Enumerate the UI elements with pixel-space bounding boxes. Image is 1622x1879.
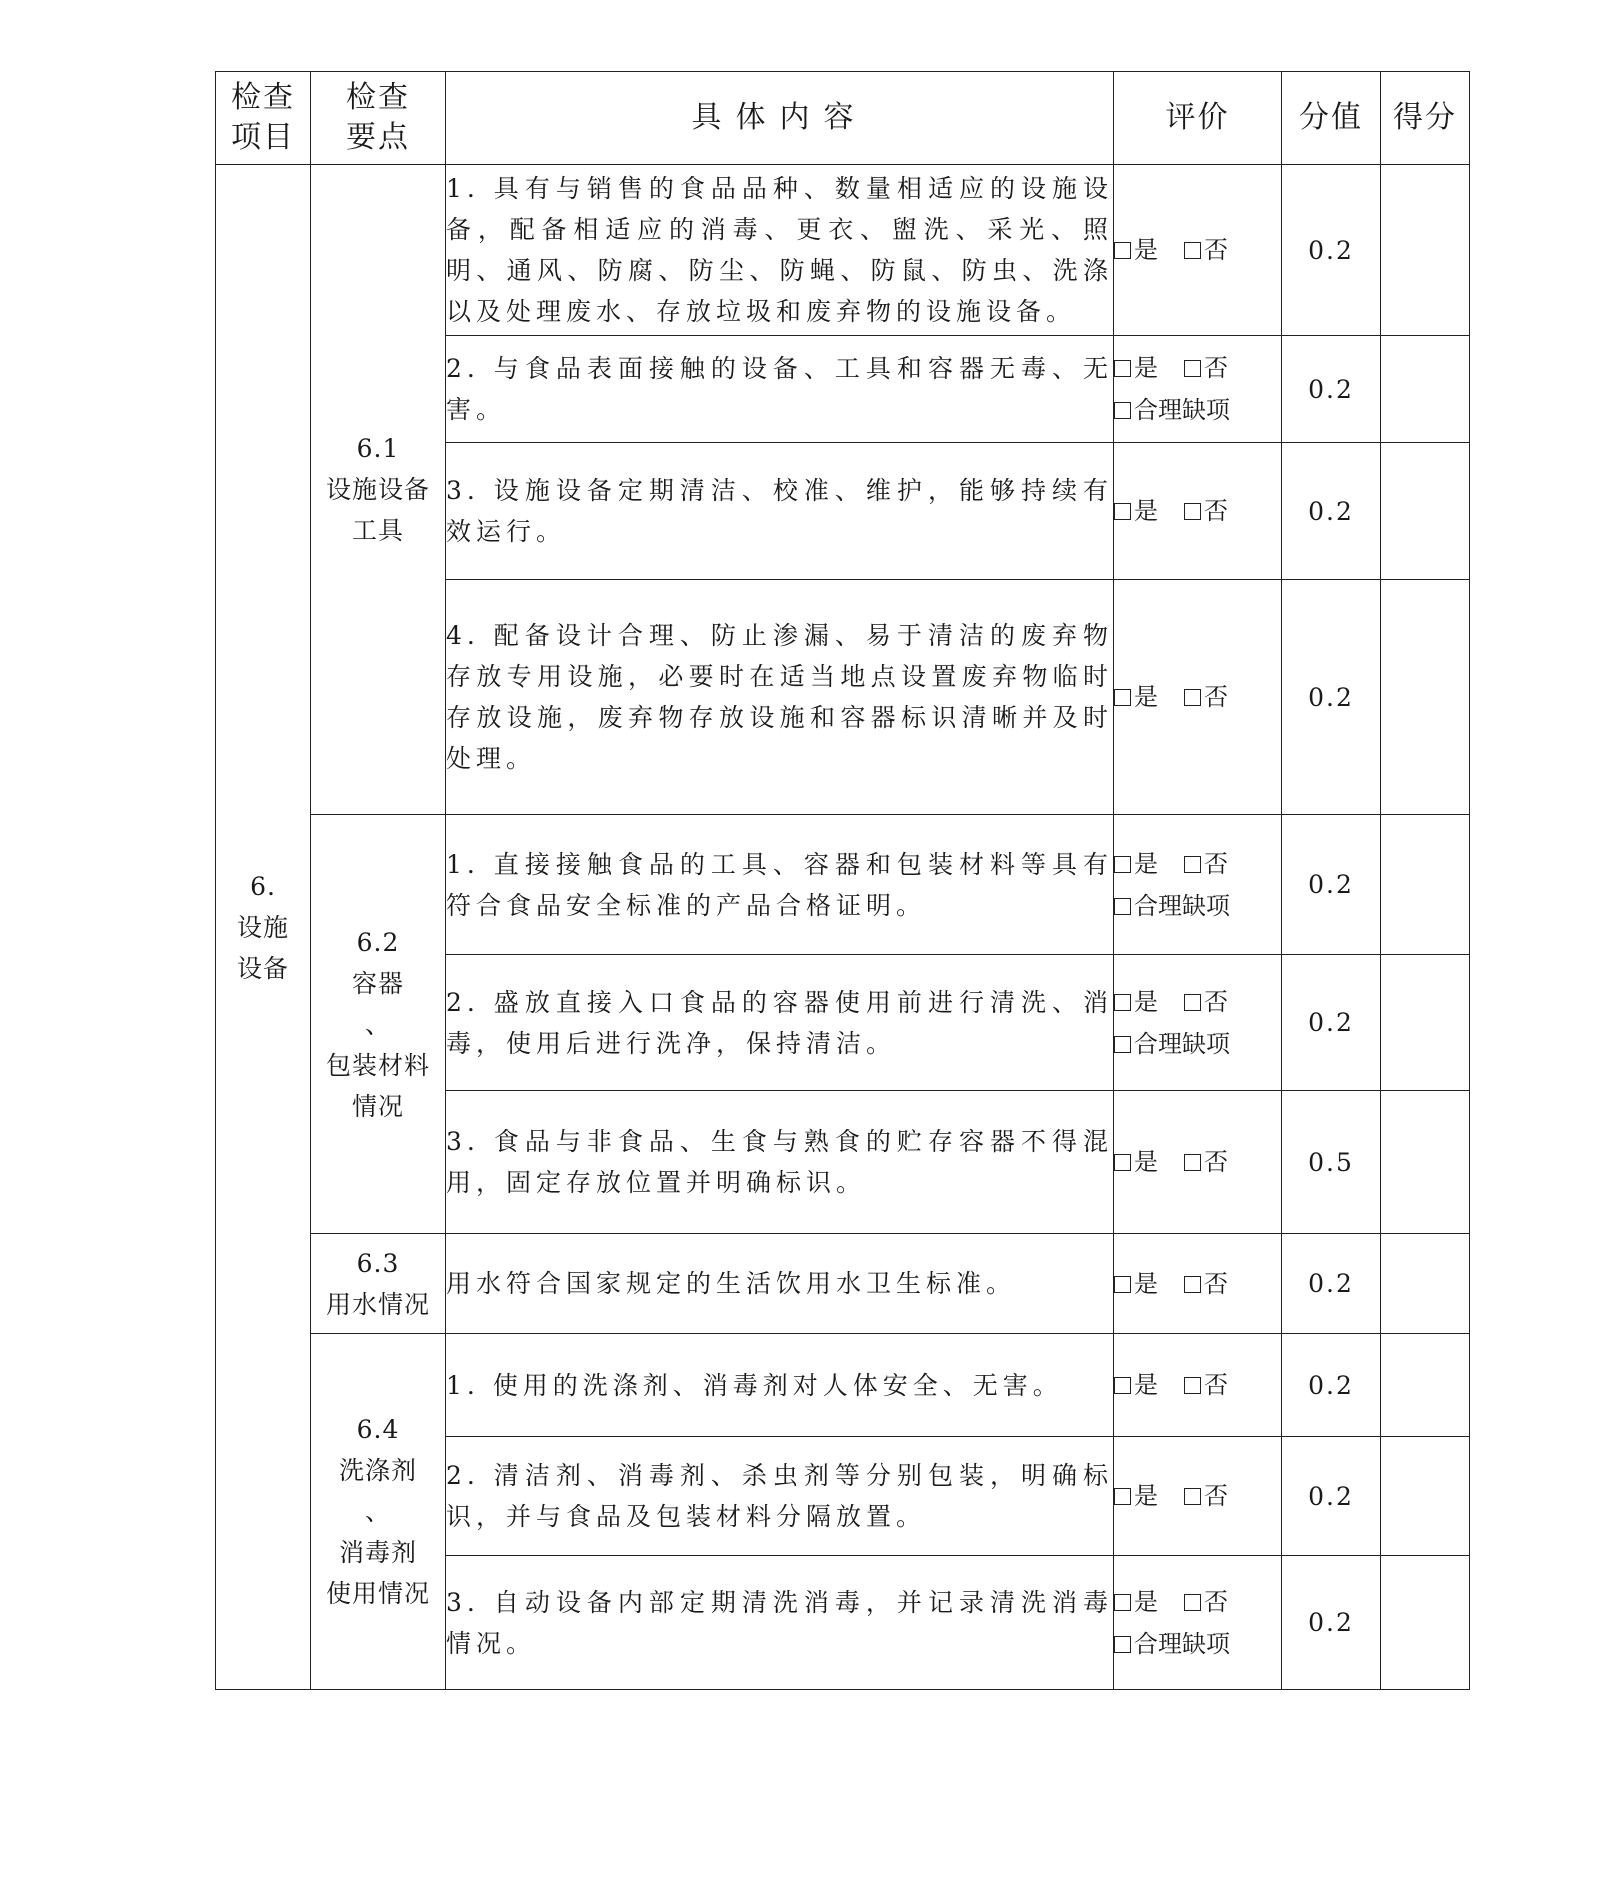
header-score: 分值 [1282, 72, 1381, 165]
obtained-score-cell[interactable] [1381, 1091, 1470, 1234]
checkbox-icon[interactable] [1184, 1377, 1201, 1394]
score-value: 0.2 [1282, 336, 1381, 443]
obtained-score-cell[interactable] [1381, 1234, 1470, 1334]
evaluation-cell [1114, 1437, 1282, 1556]
content-text: 3. 食品与非食品、生食与熟食的贮存容器不得混用，固定存放位置并明确标识。 [446, 1091, 1114, 1234]
checkbox-icon[interactable] [1184, 360, 1201, 377]
checkbox-icon[interactable] [1114, 1036, 1131, 1053]
checkbox-icon[interactable] [1114, 898, 1131, 915]
checkbox-icon[interactable] [1114, 402, 1131, 419]
score-value: 0.2 [1282, 1437, 1381, 1556]
checkbox-icon[interactable] [1114, 689, 1131, 706]
evaluation-cell [1114, 1556, 1282, 1690]
evaluation-cell [1114, 336, 1282, 443]
score-value: 0.2 [1282, 580, 1381, 815]
group-label-6-1: 6.1 设施设备 工具 [311, 165, 446, 815]
checkbox-icon[interactable] [1114, 1488, 1131, 1505]
content-text: 3. 自动设备内部定期清洗消毒，并记录清洗消毒情况。 [446, 1556, 1114, 1690]
header-row [216, 72, 1470, 165]
group-label-6-3: 6.3 用水情况 [311, 1234, 446, 1334]
option-yes[interactable]: 是 [1114, 981, 1158, 1023]
score-value: 0.2 [1282, 1556, 1381, 1690]
table-row [216, 1334, 1470, 1437]
checkbox-icon[interactable] [1114, 360, 1131, 377]
checkbox-icon[interactable] [1114, 1636, 1131, 1653]
obtained-score-cell[interactable] [1381, 1437, 1470, 1556]
evaluation-cell [1114, 1234, 1282, 1334]
option-yes[interactable]: 是 [1114, 676, 1158, 718]
checkbox-icon[interactable] [1184, 1154, 1201, 1171]
obtained-score-cell[interactable] [1381, 443, 1470, 580]
score-value: 0.2 [1282, 1234, 1381, 1334]
checkbox-icon[interactable] [1114, 994, 1131, 1011]
evaluation-cell [1114, 165, 1282, 336]
checkbox-icon[interactable] [1114, 1154, 1131, 1171]
checkbox-icon[interactable] [1184, 1594, 1201, 1611]
checkbox-icon[interactable] [1114, 242, 1131, 259]
option-no[interactable]: 否 [1184, 229, 1228, 271]
option-no[interactable]: 否 [1184, 1141, 1228, 1183]
option-no[interactable]: 否 [1184, 347, 1228, 389]
content-text: 用水符合国家规定的生活饮用水卫生标准。 [446, 1234, 1114, 1334]
option-no[interactable]: 否 [1184, 1263, 1228, 1305]
obtained-score-cell[interactable] [1381, 815, 1470, 955]
content-text: 2. 清洁剂、消毒剂、杀虫剂等分别包装，明确标识，并与食品及包装材料分隔放置。 [446, 1437, 1114, 1556]
evaluation-cell [1114, 1334, 1282, 1437]
option-yes[interactable]: 是 [1114, 229, 1158, 271]
evaluation-cell [1114, 1091, 1282, 1234]
option-no[interactable]: 否 [1184, 981, 1228, 1023]
option-yes[interactable]: 是 [1114, 1364, 1158, 1406]
content-text: 2. 盛放直接入口食品的容器使用前进行清洗、消毒，使用后进行洗净，保持清洁。 [446, 955, 1114, 1091]
option-not-applicable[interactable]: 合理缺项 [1114, 885, 1230, 927]
obtained-score-cell[interactable] [1381, 580, 1470, 815]
header-check-item: 检查 项目 [216, 72, 311, 165]
content-text: 1. 直接接触食品的工具、容器和包装材料等具有符合食品安全标准的产品合格证明。 [446, 815, 1114, 955]
checkbox-icon[interactable] [1114, 1276, 1131, 1293]
table-row [216, 1234, 1470, 1334]
evaluation-cell [1114, 955, 1282, 1091]
score-value: 0.2 [1282, 165, 1381, 336]
option-no[interactable]: 否 [1184, 1475, 1228, 1517]
option-yes[interactable]: 是 [1114, 347, 1158, 389]
checkbox-icon[interactable] [1184, 1276, 1201, 1293]
option-yes[interactable]: 是 [1114, 1141, 1158, 1183]
content-text: 3. 设施设备定期清洁、校准、维护，能够持续有效运行。 [446, 443, 1114, 580]
evaluation-cell [1114, 443, 1282, 580]
group-label-6-2: 6.2 容器 、 包装材料 情况 [311, 815, 446, 1234]
checkbox-icon[interactable] [1184, 689, 1201, 706]
checkbox-icon[interactable] [1184, 242, 1201, 259]
option-yes[interactable]: 是 [1114, 843, 1158, 885]
checkbox-icon[interactable] [1114, 856, 1131, 873]
score-value: 0.2 [1282, 955, 1381, 1091]
content-text: 1. 使用的洗涤剂、消毒剂对人体安全、无害。 [446, 1334, 1114, 1437]
header-evaluation: 评价 [1114, 72, 1282, 165]
option-not-applicable[interactable]: 合理缺项 [1114, 389, 1230, 431]
option-not-applicable[interactable]: 合理缺项 [1114, 1023, 1230, 1065]
checkbox-icon[interactable] [1184, 503, 1201, 520]
group-label-6-4: 6.4 洗涤剂 、 消毒剂 使用情况 [311, 1334, 446, 1690]
content-text: 4. 配备设计合理、防止渗漏、易于清洁的废弃物存放专用设施，必要时在适当地点设置废弃物临时存放设施，废弃物存放设施和容器标识清晰并及时处理。 [446, 580, 1114, 815]
header-check-point: 检查 要点 [311, 72, 446, 165]
checkbox-icon[interactable] [1184, 1488, 1201, 1505]
checkbox-icon[interactable] [1184, 856, 1201, 873]
content-text: 1. 具有与销售的食品品种、数量相适应的设施设备，配备相适应的消毒、更衣、盥洗、采光、照明、通风、防腐、防尘、防蝇、防鼠、防虫、洗涤以及处理废水、存放垃圾和废弃物的设施设备。 [446, 165, 1114, 336]
option-no[interactable]: 否 [1184, 843, 1228, 885]
obtained-score-cell[interactable] [1381, 955, 1470, 1091]
content-text: 2. 与食品表面接触的设备、工具和容器无毒、无害。 [446, 336, 1114, 443]
obtained-score-cell[interactable] [1381, 165, 1470, 336]
obtained-score-cell[interactable] [1381, 336, 1470, 443]
evaluation-cell [1114, 580, 1282, 815]
score-value: 0.2 [1282, 1334, 1381, 1437]
obtained-score-cell[interactable] [1381, 1556, 1470, 1690]
table-row [216, 165, 1470, 336]
option-yes[interactable]: 是 [1114, 1475, 1158, 1517]
table-row [216, 815, 1470, 955]
option-no[interactable]: 否 [1184, 1364, 1228, 1406]
header-obtained: 得分 [1381, 72, 1470, 165]
obtained-score-cell[interactable] [1381, 1334, 1470, 1437]
section-title: 6. 设施 设备 [216, 165, 311, 1690]
evaluation-cell [1114, 815, 1282, 955]
score-value: 0.2 [1282, 443, 1381, 580]
option-no[interactable]: 否 [1184, 676, 1228, 718]
option-yes[interactable]: 是 [1114, 1263, 1158, 1305]
header-content: 具体内容 [446, 72, 1114, 165]
option-no[interactable]: 否 [1184, 490, 1228, 532]
checkbox-icon[interactable] [1114, 503, 1131, 520]
inspection-table [215, 71, 1470, 1690]
option-yes[interactable]: 是 [1114, 1581, 1158, 1623]
option-no[interactable]: 否 [1184, 1581, 1228, 1623]
option-yes[interactable]: 是 [1114, 490, 1158, 532]
checkbox-icon[interactable] [1114, 1594, 1131, 1611]
checkbox-icon[interactable] [1114, 1377, 1131, 1394]
checkbox-icon[interactable] [1184, 994, 1201, 1011]
score-value: 0.2 [1282, 815, 1381, 955]
option-not-applicable[interactable]: 合理缺项 [1114, 1623, 1230, 1665]
score-value: 0.5 [1282, 1091, 1381, 1234]
